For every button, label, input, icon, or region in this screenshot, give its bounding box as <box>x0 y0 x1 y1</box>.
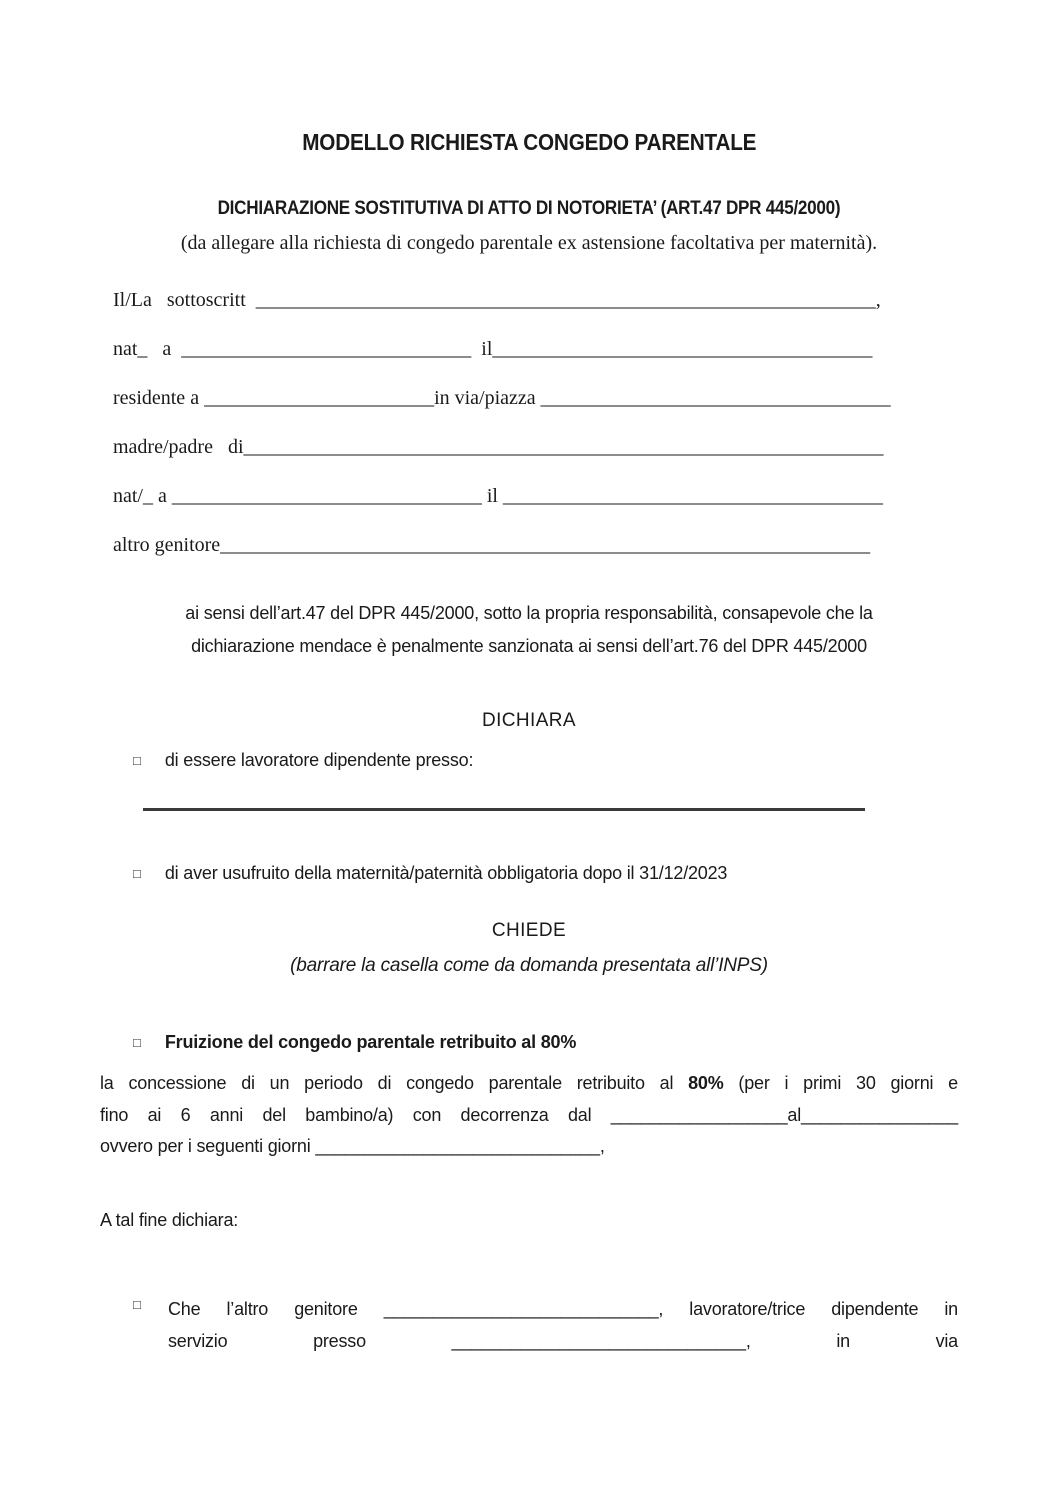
dichiara-heading: DICHIARA <box>482 710 576 731</box>
paragraph-line1-pre: la concessione di un periodo di congedo parentale retribuito al <box>100 1073 689 1093</box>
paragraph-line1-post: (per i primi 30 giorni e <box>723 1073 958 1093</box>
checkbox-icon-80[interactable]: □ <box>133 1035 141 1050</box>
final-declaration-intro: A tal fine dichiara: <box>100 1210 239 1230</box>
other-parent-line2: servizio presso ______________________________, in via <box>168 1331 958 1351</box>
checkbox-icon-other-parent[interactable]: □ <box>133 1297 141 1312</box>
declaration-item-maternity-label: di aver usufruito della maternità/paternità obbligatoria dopo il 31/12/2023 <box>164 863 728 883</box>
legal-notice-line2: dichiarazione mendace è penalmente sanzionata ai sensi dell’art.76 del DPR 445/2000 <box>191 636 867 656</box>
checkbox-icon-employment[interactable]: □ <box>133 753 141 768</box>
legal-notice-line1: ai sensi dell’art.47 del DPR 445/2000, sotto la propria responsabilità, consapevole che la <box>185 603 873 623</box>
field-altro-genitore: altro genitore_________________________________________________________________ <box>113 534 871 556</box>
paragraph-line1-bold: 80% <box>688 1073 724 1093</box>
option-80-paragraph-line3: ovvero per i seguenti giorni _____________________________, <box>100 1136 605 1156</box>
declaration-item-employment <box>133 747 953 773</box>
form-subtitle-text: DICHIARAZIONE SOSTITUTIVA DI ATTO DI NOTORIETA’ (ART.47 DPR 445/2000) <box>217 198 841 219</box>
attachment-note: (da allegare alla richiesta di congedo parentale ex astensione facoltativa per maternità). <box>180 232 878 254</box>
form-subtitle <box>0 198 1058 220</box>
page-title <box>0 129 1058 156</box>
employer-fill-line <box>143 808 865 811</box>
declaration-item-employment-label: di essere lavoratore dipendente presso: <box>164 750 474 770</box>
option-80-paragraph-line1 <box>100 1068 958 1099</box>
option-80-item <box>133 1029 953 1055</box>
declaration-item-maternity <box>133 860 953 886</box>
chiede-heading: CHIEDE <box>491 920 567 941</box>
other-parent-line1: Che l’altro genitore ____________________________, lavoratore/trice dipendente in <box>168 1299 958 1319</box>
field-figlio-nato-a-il: nat/_ a _______________________________ il ______________________________________ <box>113 485 883 507</box>
field-residente: residente a _______________________in via/piazza ___________________________________ <box>113 387 891 409</box>
field-sottoscritto: Il/La sottoscritt ______________________________________________________________, <box>113 289 881 311</box>
option-80-paragraph-line2: fino ai 6 anni del bambino/a) con decorrenza dal __________________al________________ <box>100 1105 958 1125</box>
field-madre-padre-di: madre/padre di________________________________________________________________ <box>113 436 884 458</box>
page-title-text: MODELLO RICHIESTA CONGEDO PARENTALE <box>301 129 757 155</box>
option-80-label: Fruizione del congedo parentale retribuito al 80% <box>164 1032 577 1052</box>
checkbox-icon-maternity[interactable]: □ <box>133 866 141 881</box>
field-nato-a-il: nat_ a _____________________________ il______________________________________ <box>113 338 873 360</box>
chiede-note: (barrare la casella come da domanda presentata all’INPS) <box>290 955 768 976</box>
